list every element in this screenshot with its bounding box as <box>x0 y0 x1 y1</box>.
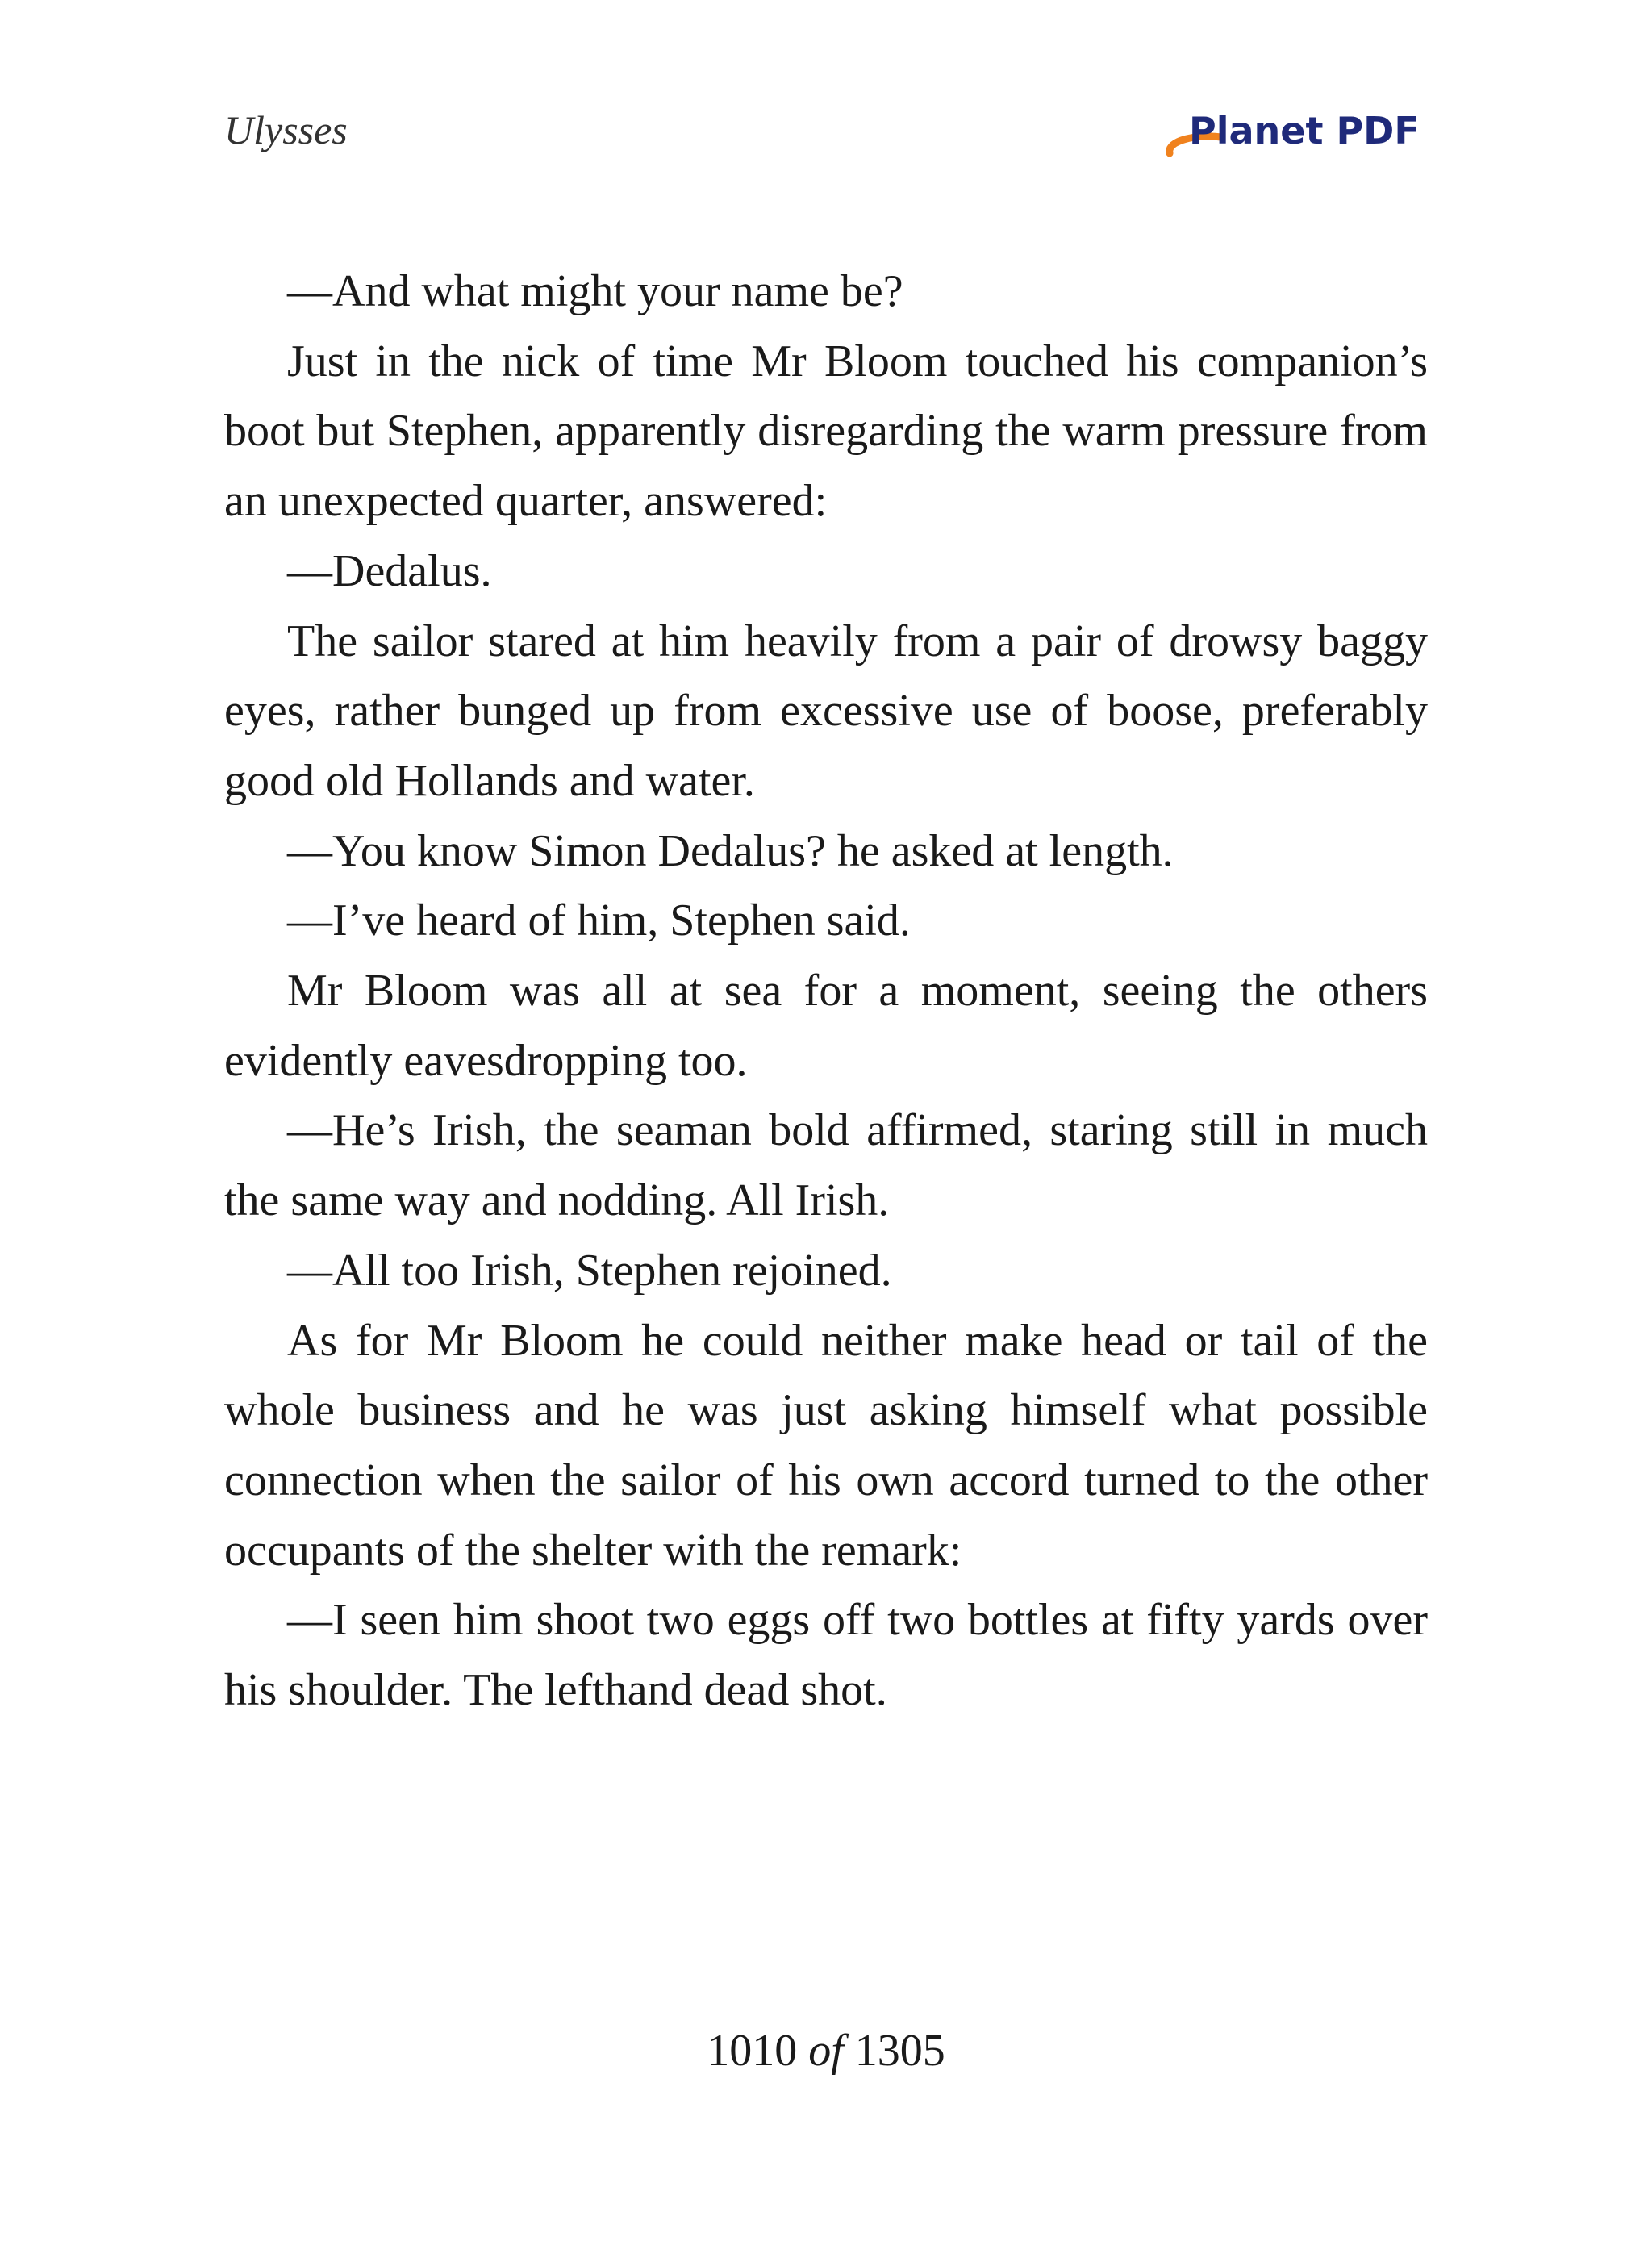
paragraph: —I’ve heard of him, Stephen said. <box>287 895 911 946</box>
planet-pdf-logo-text: Planet PDF <box>1189 109 1420 152</box>
planet-pdf-logo <box>1165 105 1431 169</box>
paragraph: Mr Bloom was all at sea for a moment, seeing the others evidently eavesdropping too. <box>224 966 1428 1086</box>
paragraph: As for Mr Bloom he could neither make head or tail of the whole business and he was just asking himself what possible connection when the sailor of his own accord turned to the other occupants of the shelter with the remark: <box>224 1315 1428 1576</box>
paragraph: —He’s Irish, the seaman bold affirmed, staring still in much the same way and nodding. All Irish. <box>224 1105 1428 1226</box>
paragraph: —Dedalus. <box>287 545 492 596</box>
paragraph: Just in the nick of time Mr Bloom touched his companion’s boot but Stephen, apparently disregarding the warm pressure from an unexpected quarter, answered: <box>224 336 1428 527</box>
paragraph: —You know Simon Dedalus? he asked at length. <box>287 825 1174 876</box>
running-header-title: Ulysses <box>224 107 348 152</box>
total-page-count: 1305 <box>854 2026 945 2076</box>
page-number-footer <box>0 2025 1652 2077</box>
current-page-number: 1010 <box>707 2026 798 2076</box>
paragraph: The sailor stared at him heavily from a pair of drowsy baggy eyes, rather bunged up from excessive use of boose, preferably good old Hollands and water. <box>224 616 1428 806</box>
paragraph: —And what might your name be? <box>287 266 903 316</box>
planet-pdf-logo-graphic <box>1165 105 1431 169</box>
paragraph: —I seen him shoot two eggs off two bottles at fifty yards over his shoulder. The lefthand dead shot. <box>224 1595 1428 1716</box>
page-of-label: of <box>808 2026 844 2076</box>
body-text <box>224 257 1428 1726</box>
paragraph: —All too Irish, Stephen rejoined. <box>287 1245 892 1296</box>
